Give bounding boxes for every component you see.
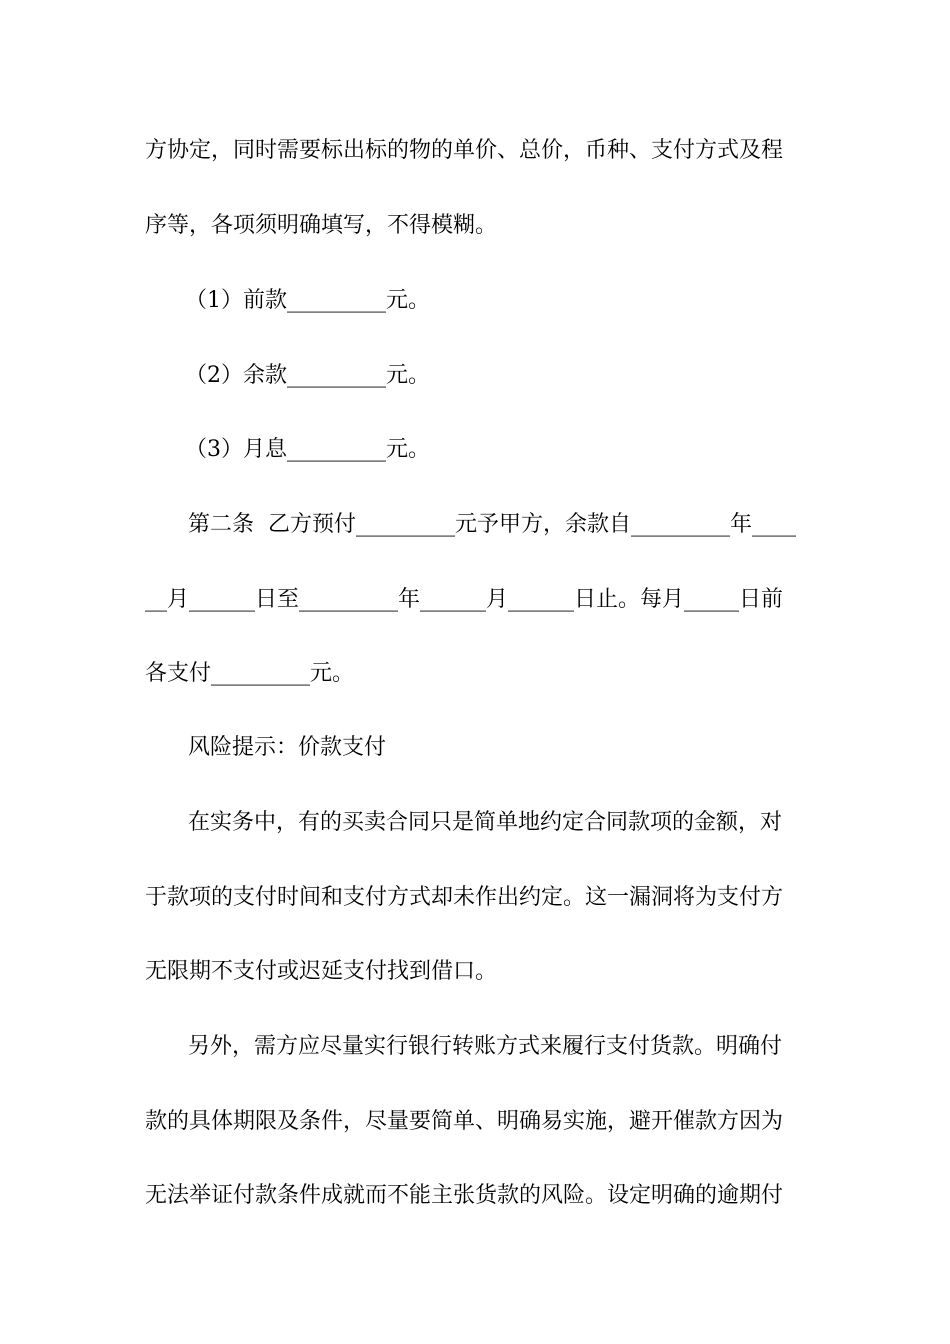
intro-line-1: 方协定，同时需要标出标的物的单价、总价，币种、支付方式及程	[145, 138, 784, 163]
item-monthly-interest: （3）月息_________元。	[185, 437, 430, 462]
practice-line-2: 于款项的支付时间和支付方式却未作出约定。这一漏洞将为支付方	[145, 885, 784, 910]
article-two-heading: 第二条	[188, 512, 255, 537]
item-balance: （2）余款_________元。	[185, 363, 430, 388]
item-down-payment: （1）前款_________元。	[185, 288, 430, 313]
article-two	[0, 505, 950, 545]
transfer-line-2: 款的具体期限及条件，尽量要简单、明确易实施，避开催款方因为	[145, 1109, 784, 1134]
intro-line-2: 序等，各项须明确填写，不得模糊。	[145, 213, 498, 238]
transfer-paragraph-cont	[0, 1176, 950, 1216]
list-item	[0, 356, 950, 396]
article-two-line-1: 乙方预付_________元予甲方，余款自_________年____	[268, 512, 797, 537]
article-two-line-3: 各支付_________元。	[145, 661, 355, 686]
intro-paragraph-cont	[0, 206, 950, 246]
article-two-cont	[0, 654, 950, 694]
transfer-line-3: 无法举证付款条件成就而不能主张货款的风险。设定明确的逾期付	[145, 1183, 784, 1208]
intro-paragraph	[0, 131, 950, 171]
list-item	[0, 430, 950, 470]
practice-line-1: 在实务中，有的买卖合同只是简单地约定合同款项的金额，对	[188, 810, 783, 835]
transfer-line-1: 另外，需方应尽量实行银行转账方式来履行支付货款。明确付	[188, 1034, 783, 1059]
transfer-paragraph-cont	[0, 1102, 950, 1142]
list-item	[0, 281, 950, 321]
practice-paragraph-cont	[0, 952, 950, 992]
article-two-cont	[0, 580, 950, 620]
practice-line-3: 无限期不支付或迟延支付找到借口。	[145, 959, 498, 984]
risk-title: 风险提示：价款支付	[188, 735, 387, 760]
risk-heading	[0, 728, 950, 768]
transfer-paragraph	[0, 1027, 950, 1067]
practice-paragraph-cont	[0, 878, 950, 918]
practice-paragraph	[0, 803, 950, 843]
article-two-line-2: __月______日至_________年______月______日止。每月_____日前	[145, 587, 784, 612]
